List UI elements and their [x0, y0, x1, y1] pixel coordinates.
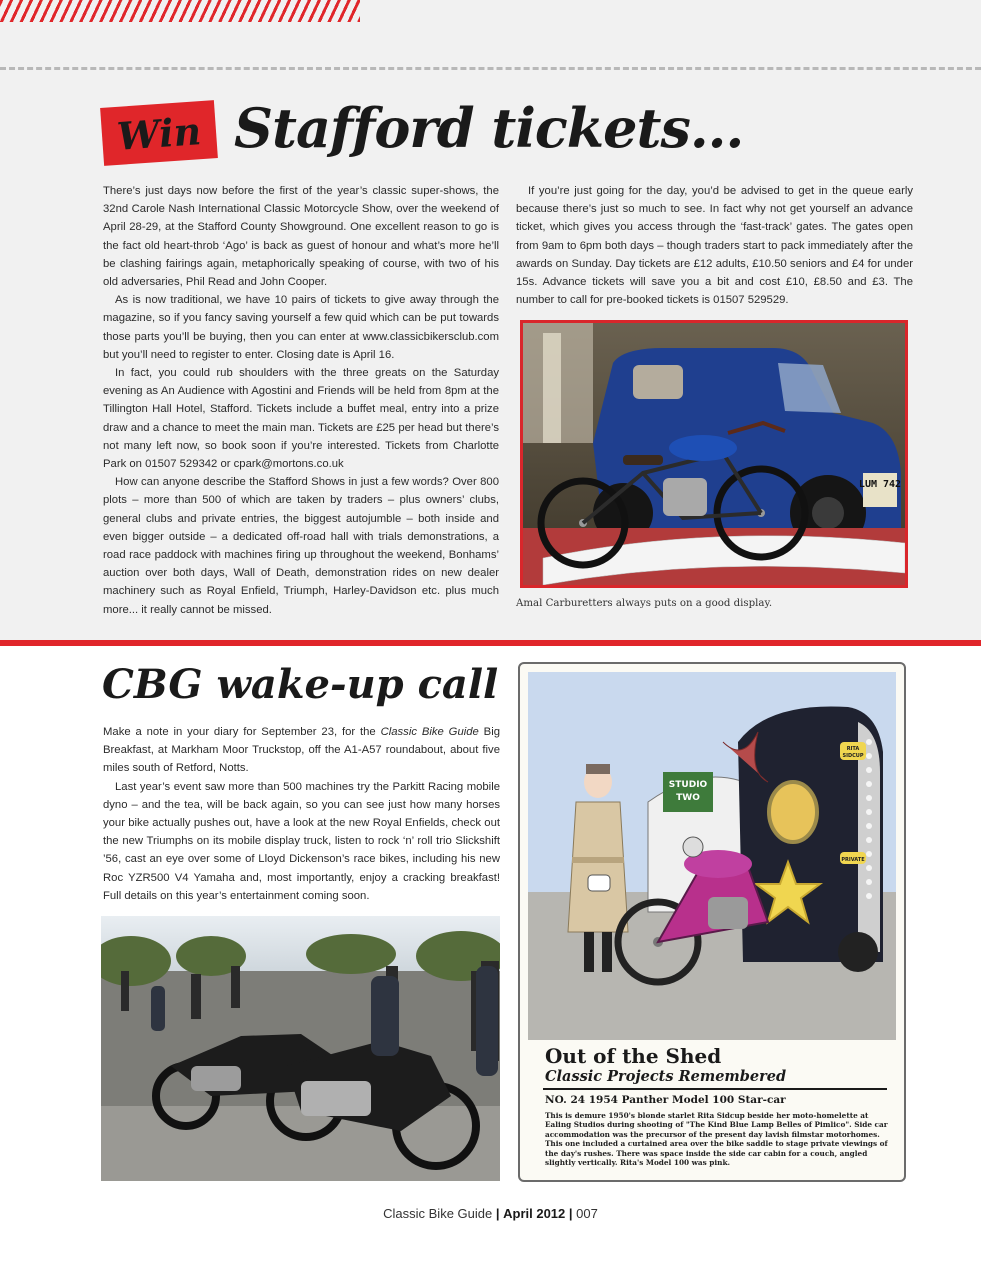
footer-separator: |: [495, 1206, 500, 1221]
sidecar-label-line-2: SIDCUP: [842, 753, 864, 759]
cartoon-subtitle: Classic Projects Remembered: [545, 1068, 787, 1085]
paragraph-text: Make a note in your diary for September 23, for the: [103, 726, 381, 738]
sidecar-label-line-1: RITA: [846, 746, 860, 752]
win-badge-label: Win: [115, 107, 203, 159]
studio-sign-line-2: TWO: [676, 793, 700, 803]
footer-page-number: 007: [576, 1206, 598, 1221]
cbg-headline: CBG wake-up call: [102, 661, 499, 708]
paragraph: How can anyone describe the Stafford Shows in just a few words? Over 800 plots – more than 500 of which are taken by traders – plus owners’ clubs, general clubs and private entries, the biggest autojumble – both inside and even bigger outside – a dedicated off-road hall with trials demonstrations, a road race paddock with machines firing up throughout the weekend, Bonhams’ auction over both days, Wall of Death, demonstration rides on new dealer machinery such as Royal Enfield, Triumph, Harley-Davidson etc. plus much more... it really cannot be missed.: [103, 476, 499, 616]
footer-separator: |: [568, 1206, 573, 1221]
bike-meet-illustration: [101, 916, 500, 1181]
footer-issue: April 2012: [503, 1206, 566, 1221]
cbg-article-column: [103, 723, 500, 905]
win-badge: [100, 100, 218, 166]
amal-display-illustration: [523, 323, 905, 585]
number-plate-text: LUM 742: [858, 479, 902, 490]
paragraph: There’s just days now before the first of the year’s classic super-shows, the 32nd Carole Nash International Classic Motorcycle Show, over the weekend of April 28-29, at the Stafford County Showground. One excellent reason to go is the fact old heart-throb ‘Ago’ is back as guest of honour and what’s more he’ll be clashing fairings again, metaphorically speaking of course, with two of his old adversaries, Phil Read and John Cooper.: [103, 185, 499, 289]
paragraph: As is now traditional, we have 10 pairs of tickets to give away through the magazine, so if you fancy saving yourself a few quid which can be put towards those parts you’ll be buying, then you can enter at www.classicbikersclub.com but you’ll need to register to enter. Closing date is April 16.: [103, 294, 499, 361]
paragraph-text: Big Breakfast, at Markham Moor Truckstop, off the A1-A57 roundabout, about five miles south of Retford, Notts.: [103, 726, 500, 775]
cartoon-illustration: [528, 672, 896, 1040]
page-footer: [0, 1206, 981, 1221]
paragraph: In fact, you could rub shoulders with the three greats on the Saturday evening as An Audience with Agostini and Friends will be held from 8pm at the Tillington Hall Hotel, Stafford. Tickets include a buffet meal, entry into a prize draw and a chance to meet the main man. Tickets are £25 per head but there’s not many left now, so book soon if you’re interested. Tickets from Charlotte Park on 01507 529342 or cpark@mortons.co.uk: [103, 367, 499, 471]
cartoon-rule: [543, 1088, 887, 1090]
stafford-article-column-2: [516, 182, 913, 309]
out-of-the-shed-cartoon: [518, 662, 906, 1182]
dashed-divider: [0, 67, 981, 70]
magazine-name: Classic Bike Guide: [380, 726, 479, 738]
studio-sign-line-1: STUDIO: [668, 780, 708, 790]
photo-caption: Amal Carburetters always puts on a good display.: [516, 598, 773, 609]
stafford-headline: Stafford tickets...: [234, 96, 744, 160]
stafford-article-column-1: [103, 182, 499, 619]
amal-display-photo: [520, 320, 908, 588]
cartoon-title: Out of the Shed: [545, 1044, 722, 1068]
paragraph: If you’re just going for the day, you’d be advised to get in the queue early because there’s just so much to see. In fact why not get yourself an advance ticket, which gives you access through the ‘fast-track’ gates. The gates open from 9am to 6pm both days – though traders start to pack immediately after the awards on Sunday. Day tickets are £12 adults, £10.50 seniors and £4 for under 15s. Advance tickets will save you a bit and cost £10, £8.50 and £3. The number to call for pre-booked tickets is 01507 529529.: [516, 185, 913, 307]
section-divider-red: [0, 640, 981, 646]
cartoon-model-heading: NO. 24 1954 Panther Model 100 Star-car: [545, 1094, 786, 1106]
footer-magazine: Classic Bike Guide: [383, 1206, 493, 1221]
paragraph: Last year’s event saw more than 500 machines try the Parkitt Racing mobile dyno – and the tea, will be back again, so you can see just how many horses your bike actually pushes out, have a look at the new Royal Enfields, check out the new Triumphs on its mobile display truck, listen to rock ‘n’ roll trio Slickshift ’56, cast an eye over some of Lloyd Dickenson’s race bikes, including his new Roc YZR500 V4 Yamaha and, most importantly, enjoy a cracking breakfast! Full details on this year’s entertainment coming soon.: [103, 780, 500, 902]
cartoon-description: This is demure 1950's blonde starlet Rita Sidcup beside her moto-homelette at Ealing Studios during shooting of "The Kind Blue Lamp Belles of Pimlico". Side car accommodation was the precursor of the present day lavish filmstar motorhomes. This one included a curtained area over the bike saddle to stage private viewings of the day's rushes. There was space inside the side car cabin for a couch, angled slightly vertically. Rita's Model 100 was pink.: [545, 1111, 888, 1168]
decorative-hatch-stripe: [0, 0, 360, 22]
paragraph: [103, 723, 500, 778]
bike-meet-photo: [101, 916, 500, 1181]
sidecar-label-line-3: PRIVATE: [841, 857, 865, 863]
